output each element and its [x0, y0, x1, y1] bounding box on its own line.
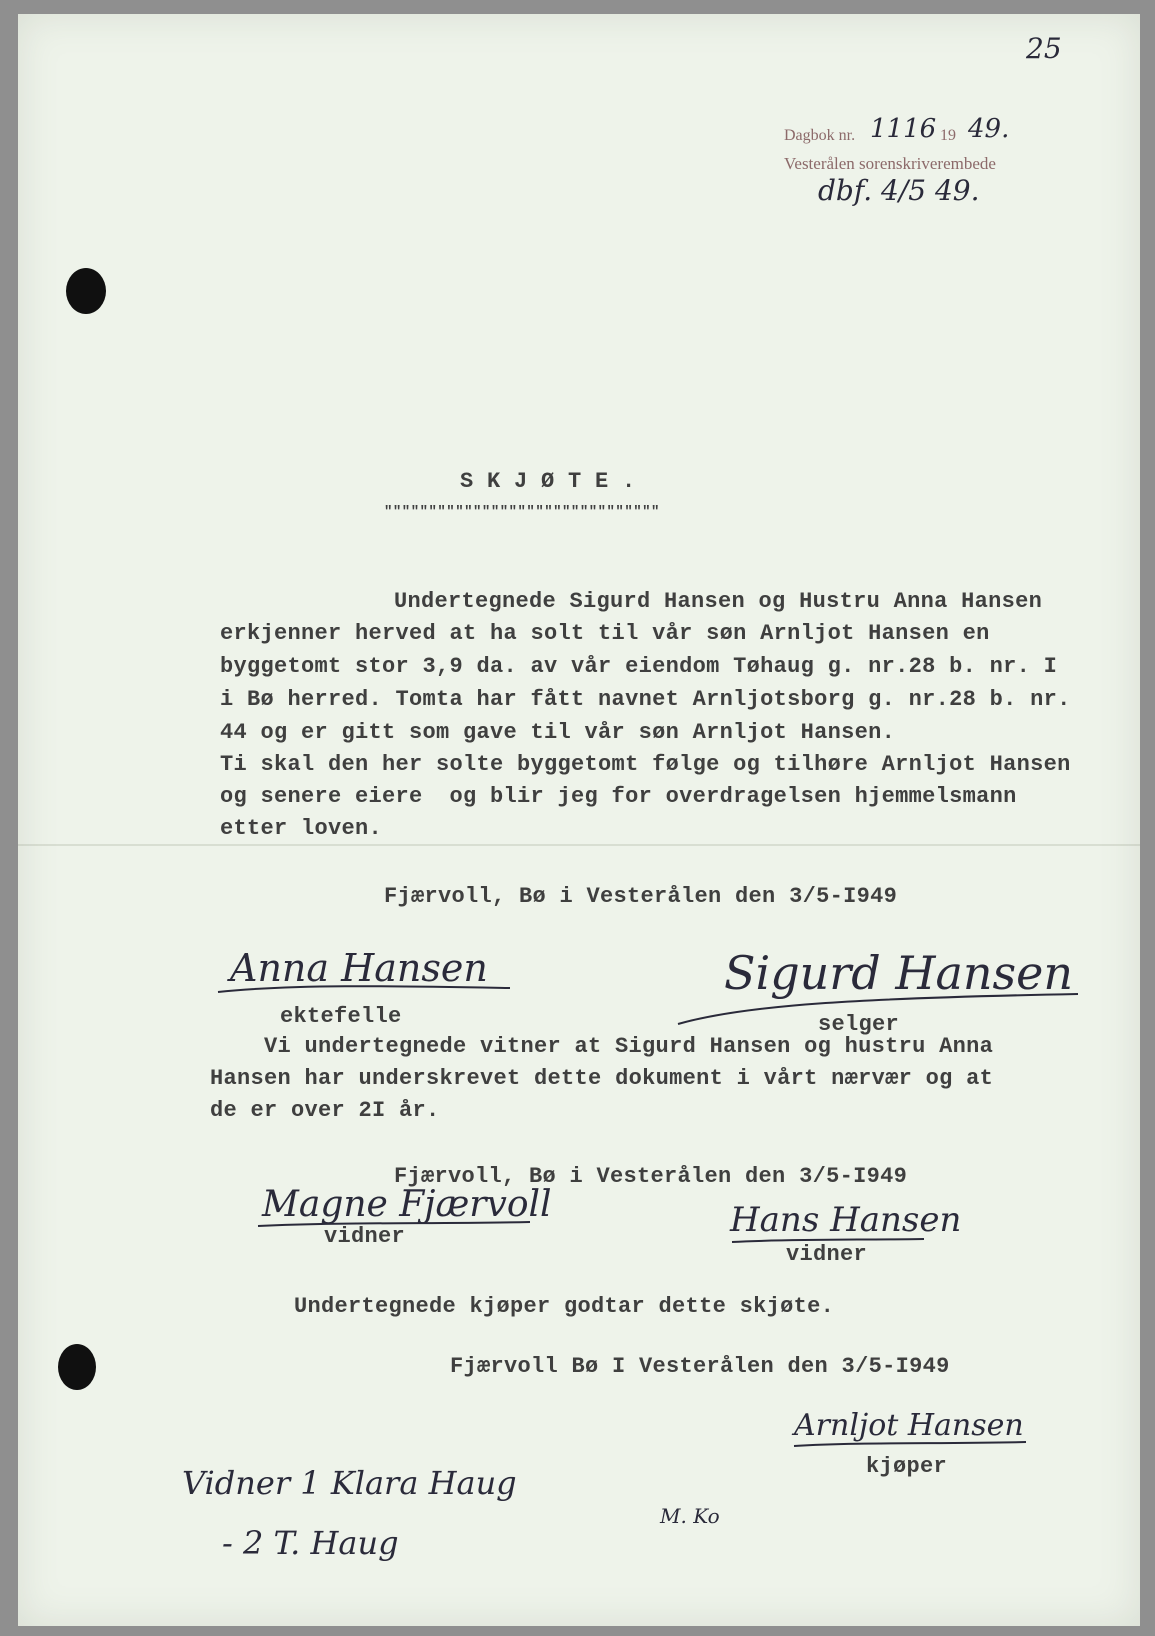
witness-line: Hansen har underskrevet dette dokument i vårt nærvær og at	[210, 1066, 994, 1091]
signature-anna-hansen: Anna Hansen	[230, 946, 488, 990]
punch-hole-bottom	[58, 1344, 96, 1390]
body-line: Ti skal den her solte byggetomt følge og tilhøre Arnljot Hansen	[220, 752, 1071, 777]
witness-line: Vi undertegnede vitner at Sigurd Hansen og hustru Anna	[264, 1034, 994, 1059]
page-number: 25	[1026, 32, 1062, 65]
signature-arnljot-hansen: Arnljot Hansen	[794, 1408, 1024, 1443]
stamp-dagbok-label: Dagbok nr.	[784, 127, 856, 144]
body-line: og senere eiere og blir jeg for overdragelsen hjemmelsmann	[220, 784, 1017, 809]
signature-underline-arnljot	[790, 1438, 1030, 1452]
title-underline: """""""""""""""""""""""""""""""	[384, 504, 660, 520]
stamp-office: Vesterålen sorenskriverembede	[784, 154, 996, 173]
stamp-year-prefix: 19	[940, 127, 956, 144]
fold-line	[18, 844, 1140, 846]
body-line: etter loven.	[220, 816, 383, 841]
signature-sigurd-hansen: Sigurd Hansen	[724, 946, 1073, 1000]
punch-hole-top	[66, 268, 106, 314]
body-line: Undertegnede Sigurd Hansen og Hustru Anna Hansen	[394, 589, 1043, 614]
body-line: erkjenner herved at ha solt til vår søn Arnljot Hansen en	[220, 621, 990, 646]
role-ektefelle: ektefelle	[280, 1004, 402, 1029]
role-vidner-right: vidner	[786, 1242, 868, 1267]
stamp-handwritten-note: dbf. 4/5 49.	[818, 174, 980, 207]
document-title: S K J Ø T E .	[460, 469, 636, 494]
footer-witness-line-2: - 2 T. Haug	[222, 1524, 399, 1562]
footer-witness-line-1: Vidner 1 Klara Haug	[182, 1464, 517, 1502]
signature-magne-fjaervoll: Magne Fjærvoll	[262, 1184, 552, 1225]
signature-underline-left	[214, 980, 514, 1000]
body-line: i Bø herred. Tomta har fått navnet Arnljotsborg g. nr.28 b. nr.	[220, 687, 1071, 712]
body-line: byggetomt stor 3,9 da. av vår eiendom Tøhaug g. nr.28 b. nr. I	[220, 654, 1058, 679]
role-vidner-left: vidner	[324, 1224, 406, 1249]
place-date-3: Fjærvoll Bø I Vesterålen den 3/5-I949	[450, 1354, 950, 1379]
role-kjoper: kjøper	[866, 1454, 948, 1479]
place-date-2: Fjærvoll, Bø i Vesterålen den 3/5-I949	[394, 1164, 908, 1189]
witness-line: de er over 2I år.	[210, 1098, 440, 1123]
footer-initials: M. Ko	[660, 1504, 720, 1528]
signature-hans-hansen: Hans Hansen	[730, 1200, 962, 1240]
role-selger: selger	[818, 1012, 900, 1037]
place-date-1: Fjærvoll, Bø i Vesterålen den 3/5-I949	[384, 884, 898, 909]
stamp-dagbok-number: 1116	[870, 114, 937, 144]
buyer-statement: Undertegnede kjøper godtar dette skjøte.	[294, 1294, 835, 1319]
body-line: 44 og er gitt som gave til vår søn Arnljot Hansen.	[220, 720, 896, 745]
stamp-year-suffix: 49.	[968, 114, 1010, 144]
document-page	[18, 14, 1140, 1626]
